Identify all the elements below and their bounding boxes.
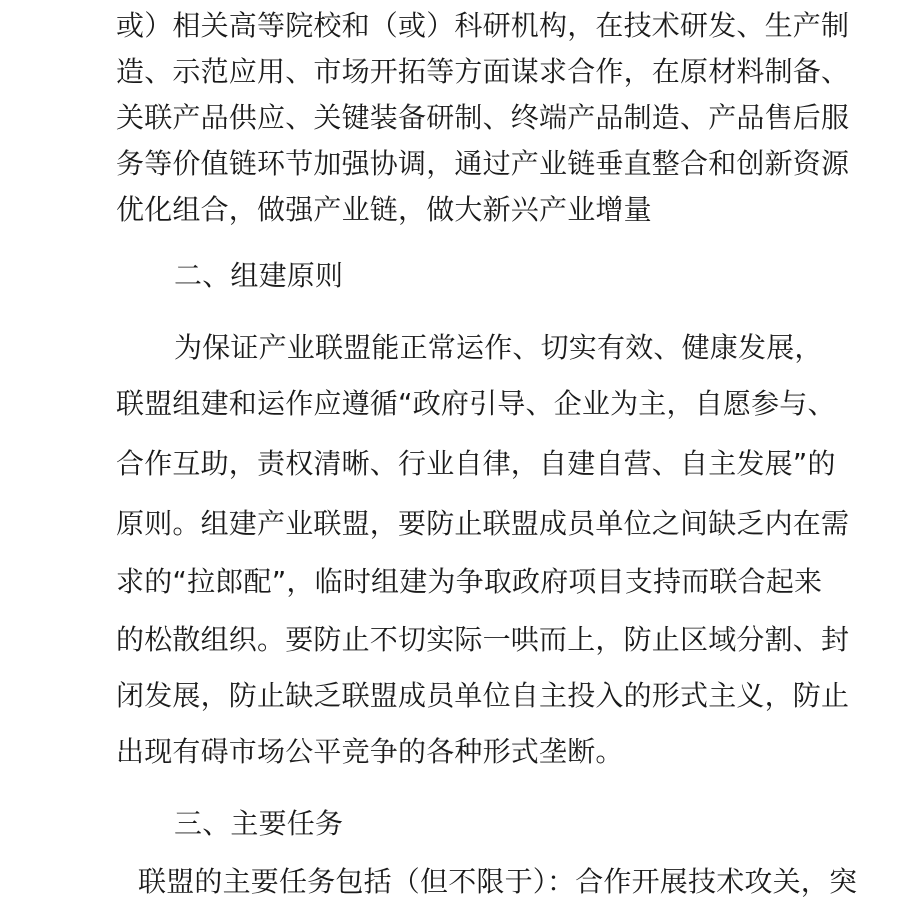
paragraph-line: 闭发展，防止缺乏联盟成员单位自主投入的形式主义，防止 (116, 679, 850, 712)
paragraph-line: 的松散组织。要防止不切实际一哄而上，防止区域分割、封 (116, 623, 850, 656)
paragraph-line: 为保证产业联盟能正常运作、切实有效、健康发展， (174, 331, 823, 364)
paragraph-line: 务等价值链环节加强协调，通过产业链垂直整合和创新资源 (116, 147, 850, 180)
paragraph-line: 或）相关高等院校和（或）科研机构，在技术研发、生产制 (116, 9, 850, 42)
paragraph-line: 造、示范应用、市场开拓等方面谋求合作，在原材料制备、 (116, 55, 850, 88)
paragraph-line: 求的“拉郎配”，临时组建为争取政府项目支持而联合起来 (116, 565, 823, 598)
paragraph-line: 联盟组建和运作应遵循“政府引导、企业为主，自愿参与、 (116, 387, 836, 420)
paragraph-line: 联盟的主要任务包括（但不限于）：合作开展技术攻关，突 (138, 865, 858, 898)
paragraph-line: 出现有碍市场公平竞争的各种形式垄断。 (116, 735, 624, 768)
paragraph-line: 合作互助，责权清晰、行业自律，自建自营、自主发展”的 (116, 447, 836, 480)
paragraph-line: 优化组合，做强产业链，做大新兴产业增量 (116, 193, 652, 226)
paragraph-line: 原则。组建产业联盟，要防止联盟成员单位之间缺乏内在需 (116, 507, 850, 540)
paragraph-line: 关联产品供应、关键装备研制、终端产品制造、产品售后服 (116, 101, 850, 134)
section-heading: 三、主要任务 (174, 807, 344, 840)
section-heading: 二、组建原则 (174, 259, 344, 292)
